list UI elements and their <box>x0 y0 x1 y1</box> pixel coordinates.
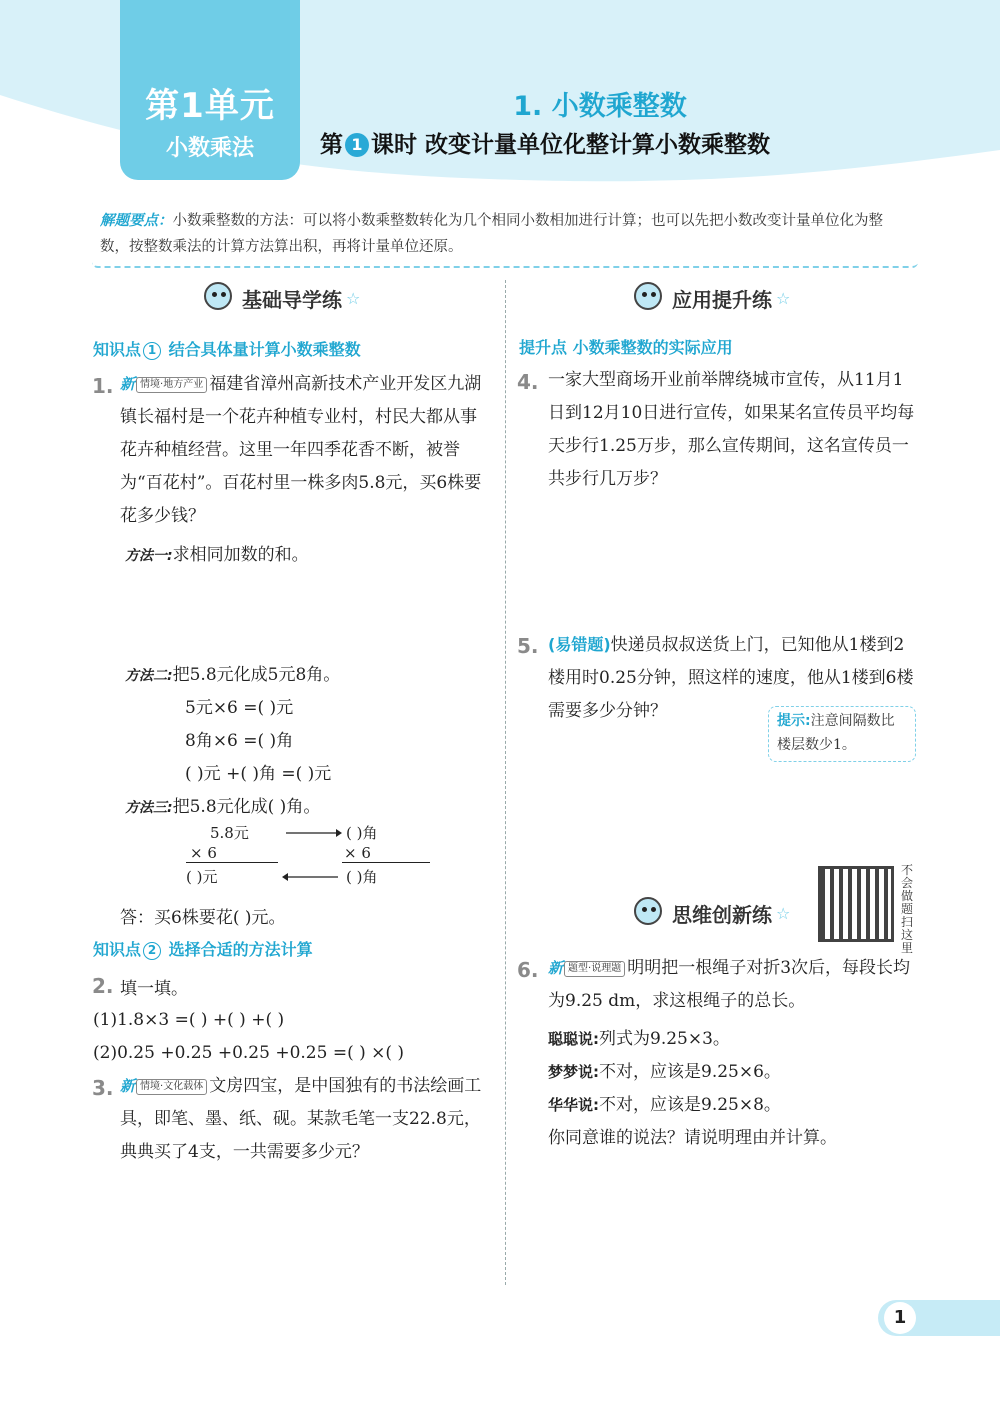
method-3 <box>125 792 320 817</box>
question-5-number: 5. <box>517 634 539 658</box>
method-2-label: 方法二: <box>125 668 173 684</box>
section-applied <box>630 278 790 318</box>
speaker-3-text: 不对，应该是9.25×8。 <box>599 1095 781 1115</box>
speaker-2-name: 梦梦说: <box>548 1063 599 1081</box>
hint-box <box>768 706 916 762</box>
tips-text: 小数乘整数的方法：可以将小数乘整数转化为几个相同小数相加进行计算；也可以先把小数改变计量单位化为整数，按整数乘法的计算方法算出积，再将计量单位还原。 <box>100 213 883 255</box>
lesson-number: 1 <box>345 133 369 157</box>
section-basic <box>200 278 360 318</box>
section-basic-title: 基础导学练 <box>242 287 342 312</box>
new-tag: 新 <box>120 375 136 393</box>
kp2-label: 知识点 <box>93 940 142 959</box>
new-tag: 新 <box>548 959 564 977</box>
section-title: 1. 小数乘整数 <box>513 91 687 122</box>
section-thinking-title: 思维创新练 <box>672 902 772 927</box>
method-1 <box>125 540 309 565</box>
question-4-number: 4. <box>517 370 539 394</box>
speaker-1-text: 列式为9.25×3。 <box>599 1029 730 1049</box>
question-6-text <box>548 952 920 1018</box>
speaker-2 <box>548 1057 781 1082</box>
kp1-label: 知识点 <box>93 340 142 359</box>
speaker-2-text: 不对，应该是9.25×6。 <box>599 1062 781 1082</box>
method-1-label: 方法一: <box>125 548 173 564</box>
question-2-text: 填一填。 <box>120 979 188 999</box>
hint-text: 注意间隔数比楼层数少1。 <box>777 713 895 753</box>
mascot-icon <box>630 278 666 318</box>
question-3-text <box>120 1070 492 1169</box>
mascot-icon <box>200 278 236 318</box>
calc-a-line-1: 5.8元 <box>210 824 249 842</box>
calc-a-line-3: ( )元 <box>186 868 218 886</box>
calc-arrows <box>282 826 342 886</box>
column-divider <box>505 280 506 1285</box>
page-number-tab <box>878 1300 1000 1336</box>
unit-label <box>130 78 290 162</box>
method-2-line-2: 8角×6 =( )角 <box>185 731 294 751</box>
new-tag: 新 <box>120 1077 136 1095</box>
method-3-text: 把5.8元化成( )角。 <box>172 797 321 817</box>
calc-a-line-2: × 6 <box>190 844 217 862</box>
speaker-1 <box>548 1024 730 1049</box>
question-5-body: 快递员叔叔送货上门，已知他从1楼到2楼用时0.25分钟，照这样的速度，他从1楼到6楼需要多少分钟？ <box>548 635 914 721</box>
question-2-number: 2. <box>92 974 114 998</box>
question-1-number: 1. <box>92 374 114 398</box>
lesson-title <box>320 126 770 159</box>
method-2 <box>125 660 340 685</box>
question-type-tag: 题型·说理题 <box>564 961 625 977</box>
speaker-3-name: 华华说: <box>548 1096 599 1114</box>
hint-label: 提示: <box>777 713 811 729</box>
question-1-text <box>120 368 492 533</box>
solving-tips <box>100 208 910 260</box>
star-icon: ☆ <box>776 903 791 923</box>
improvement-point <box>519 335 733 358</box>
tips-border <box>92 262 918 268</box>
question-3-body: 文房四宝，是中国独有的书法绘画工具，即笔、墨、纸、砚。某款毛笔一支22.8元，典典买了4支，一共需要多少元？ <box>120 1076 482 1162</box>
question-2-line-1: (1)1.8×3 =( ) +( ) +( ) <box>93 1010 285 1030</box>
lesson-prefix: 第 <box>320 132 343 158</box>
scenario-tag: 情境·地方产业 <box>136 377 207 393</box>
mascot-icon <box>630 893 666 933</box>
question-6-end: 你同意谁的说法？请说明理由并计算。 <box>548 1128 837 1148</box>
method-2-line-1: 5元×6 =( )元 <box>185 698 294 718</box>
method-3-label: 方法三: <box>125 800 173 816</box>
kp2-number: 2 <box>143 942 161 960</box>
calc-b-line-3: ( )角 <box>346 868 378 886</box>
calc-a-rule <box>186 862 278 863</box>
improvement-text: 小数乘整数的实际应用 <box>572 338 733 357</box>
error-prone-tag: (易错题) <box>548 635 611 654</box>
knowledge-point-2 <box>93 937 313 960</box>
qr-code-icon[interactable] <box>818 866 894 942</box>
knowledge-point-1 <box>93 337 361 360</box>
qr-caption: 不会做题扫这里 <box>900 863 913 955</box>
method-2-line-3: ( )元 +( )角 =( )元 <box>185 764 332 784</box>
scenario-tag: 情境·文化载体 <box>136 1079 207 1095</box>
calc-b-line-2: × 6 <box>344 844 371 862</box>
method-1-text: 求相同加数的和。 <box>172 545 309 565</box>
kp2-text: 选择合适的方法计算 <box>168 940 313 959</box>
improvement-label: 提升点 <box>519 338 568 357</box>
star-icon: ☆ <box>776 288 791 308</box>
speaker-3 <box>548 1090 781 1115</box>
tips-label: 解题要点： <box>100 212 173 229</box>
calc-b-rule <box>342 862 430 863</box>
question-6-number: 6. <box>517 958 539 982</box>
kp1-text: 结合具体量计算小数乘整数 <box>168 340 361 359</box>
question-1-answer: 答：买6株要花( )元。 <box>120 908 286 928</box>
calc-b-line-1: ( )角 <box>346 824 378 842</box>
method-2-text: 把5.8元化成5元8角。 <box>172 665 341 685</box>
section-applied-title: 应用提升练 <box>672 287 772 312</box>
unit-title: 第1单元 <box>145 86 275 126</box>
question-3-number: 3. <box>92 1076 114 1100</box>
question-1-body: 福建省漳州高新技术产业开发区九湖镇长福村是一个花卉种植专业村，村民大都从事花卉种植经营。这里一年四季花香不断，被誉为“百花村”。百花村里一株多肉5.8元，买6株要花多少钱？ <box>120 374 482 526</box>
star-icon: ☆ <box>346 288 361 308</box>
question-2-line-2: (2)0.25 +0.25 +0.25 +0.25 =( ) ×( ) <box>93 1043 405 1063</box>
speaker-1-name: 聪聪说: <box>548 1030 599 1048</box>
kp1-number: 1 <box>143 342 161 360</box>
question-6-body: 明明把一根绳子对折3次后，每段长均为9.25 dm，求这根绳子的总长。 <box>548 958 911 1011</box>
section-thinking <box>630 893 790 933</box>
page-number: 1 <box>884 1302 916 1334</box>
unit-subtitle: 小数乘法 <box>165 136 254 161</box>
question-4-text: 一家大型商场开业前举牌绕城市宣传，从11月1日到12月10日进行宣传，如果某名宣传员平均每天步行1.25万步，那么宣传期间，这名宣传员一共步行几万步？ <box>548 370 915 489</box>
lesson-rest: 课时 改变计量单位化整计算小数乘整数 <box>371 132 771 158</box>
